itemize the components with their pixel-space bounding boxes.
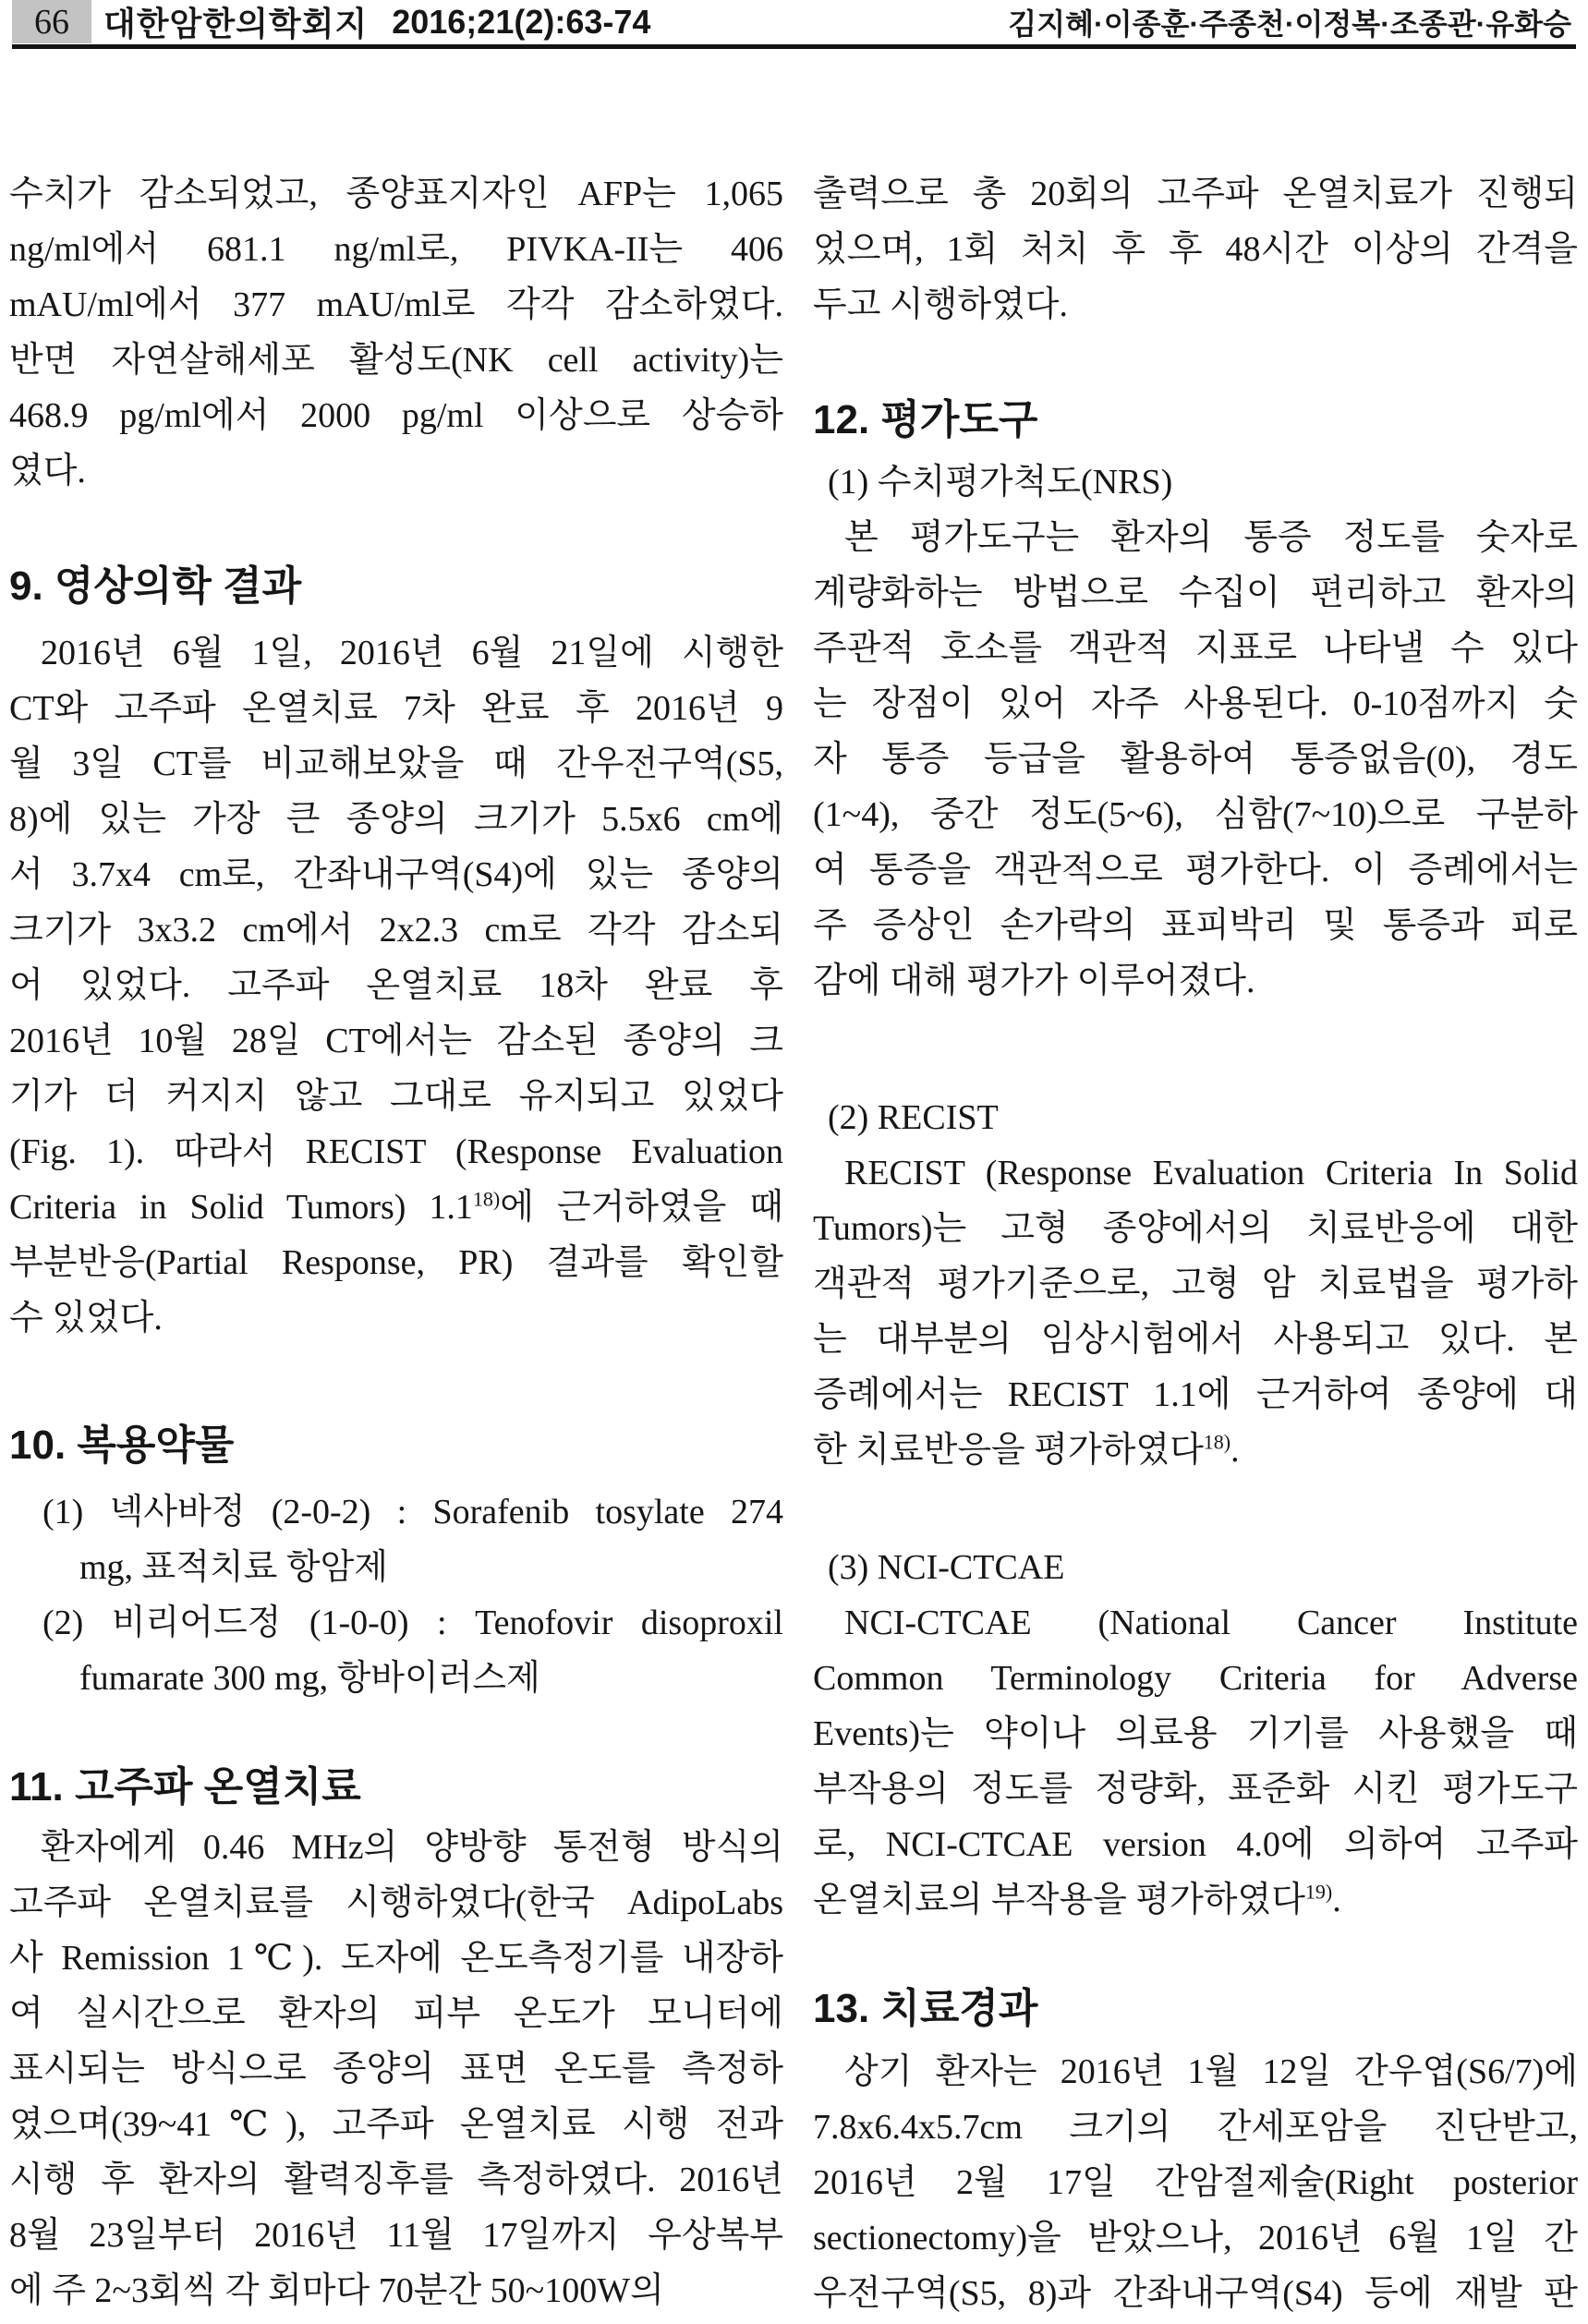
paragraph-line: 2016년 10월 28일 CT에서는 감소된 종양의 크: [9, 1022, 783, 1060]
superscript-ref: 19): [1304, 1880, 1333, 1904]
list-item: mg, 표적치료 항암제: [79, 1548, 389, 1587]
paragraph-line: 수치가 감소되었고, 종양표지자인 AFP는 1,065: [9, 175, 783, 213]
paragraph-line: (1~4), 중간 정도(5~6), 심함(7~10)으로 구분하: [813, 795, 1578, 834]
line-text: 에 근거하였을 때: [500, 1188, 783, 1227]
superscript-ref: 18): [472, 1187, 501, 1211]
left-column: [9, 166, 783, 2318]
paragraph-line: NCI-CTCAE (National Cancer Institute: [844, 1604, 1578, 1642]
paragraph-line: 468.9 pg/ml에서 2000 pg/ml 이상으로 상승하: [9, 396, 783, 435]
line-text: 한 치료반응을 평가하였다: [813, 1431, 1204, 1470]
paragraph-line: 는 대부분의 임상시험에서 사용되고 있다. 본: [813, 1320, 1578, 1359]
paragraph-line: 2016년 6월 1일, 2016년 6월 21일에 시행한: [41, 634, 783, 672]
paragraph-line: 서 3.7x4 cm로, 간좌내구역(S4)에 있는 종양의: [9, 855, 783, 894]
journal-name: 대한암한의학회지: [103, 5, 369, 42]
paragraph-line: [9, 1180, 783, 1235]
paragraph-line: 크기가 3x3.2 cm에서 2x2.3 cm로 각각 감소되: [9, 911, 783, 950]
page-number: 66: [34, 2, 69, 42]
paragraph-line: 증례에서는 RECIST 1.1에 근거하여 종양에 대: [813, 1375, 1578, 1414]
paragraph-line: 주관적 호소를 객관적 지표로 나타낼 수 있다: [813, 629, 1578, 668]
paragraph-line: 여 통증을 객관적으로 평가한다. 이 증례에서는: [813, 851, 1578, 890]
section-12-heading: 12. 평가도구: [813, 397, 1038, 442]
journal-title: [103, 0, 650, 43]
paragraph-line: Events)는 약이나 의료용 기기를 사용했을 때: [813, 1714, 1578, 1753]
subsection-title: (3) NCI-CTCAE: [828, 1548, 1065, 1587]
paragraph-line: 주 증상인 손가락의 표피박리 및 통증과 피로: [813, 906, 1578, 945]
section-11-heading: 11. 고주파 온열치료: [9, 1764, 361, 1810]
line-text: Criteria in Solid Tumors) 1.1: [9, 1188, 473, 1227]
paragraph-line: sectionectomy)을 받았으나, 2016년 6월 1일 간: [813, 2219, 1578, 2257]
section-9-heading: 9. 영상의학 결과: [9, 563, 302, 609]
paragraph-line: 계량화하는 방법으로 수집이 편리하고 환자의: [813, 574, 1578, 612]
paragraph-line: 본 평가도구는 환자의 통증 정도를 숫자로: [844, 518, 1578, 557]
paragraph-line: 표시되는 방식으로 종양의 표면 온도를 측정하: [9, 2050, 783, 2088]
paragraph-line: 였으며(39~41℃), 고주파 온열치료 시행 전과: [9, 2105, 783, 2144]
paragraph-line: 수 있었다.: [9, 1299, 163, 1338]
paragraph-line: CT와 고주파 온열치료 7차 완료 후 2016년 9: [9, 689, 783, 728]
subsection-title: (1) 수치평가척도(NRS): [828, 463, 1173, 502]
authors: 김지혜·이종훈·주종천·이정복·조종관·유화승: [1008, 6, 1571, 41]
paragraph-line: 상기 환자는 2016년 1월 12일 간우엽(S6/7)에: [844, 2052, 1578, 2091]
paragraph-line: 감에 대해 평가가 이루어졌다.: [813, 962, 1255, 1000]
paragraph-line: 반면 자연살해세포 활성도(NK cell activity)는: [9, 341, 783, 380]
paragraph-line: 두고 시행하였다.: [813, 285, 1068, 324]
paragraph-line: 고주파 온열치료를 시행하였다(한국 AdipoLabs: [9, 1883, 783, 1922]
paragraph-line: 8월 23일부터 2016년 11월 17일까지 우상복부: [9, 2216, 783, 2255]
right-column: [813, 166, 1578, 2321]
paragraph-line: ng/ml에서 681.1 ng/ml로, PIVKA-II는 406: [9, 230, 783, 269]
journal-issue: 2016;21(2):63-74: [392, 2, 651, 41]
paragraph-line: 부분반응(Partial Response, PR) 결과를 확인할: [9, 1243, 783, 1282]
paragraph-line: 에 주 2~3회씩 각 회마다 70분간 50~100W의: [9, 2271, 664, 2310]
paragraph-line: 로, NCI-CTCAE version 4.0에 의하여 고주파: [813, 1825, 1578, 1864]
paragraph-line: 여 실시간으로 환자의 피부 온도가 모니터에: [9, 1994, 783, 2033]
paragraph-line: (Fig. 1). 따라서 RECIST (Response Evaluation: [9, 1132, 783, 1171]
paragraph-line: 자 통증 등급을 활용하여 통증없음(0), 경도: [813, 740, 1578, 779]
paragraph-line: 였다.: [9, 452, 86, 490]
paragraph-line: 시행 후 환자의 활력징후를 측정하였다. 2016년: [9, 2161, 783, 2199]
paragraph-line: Tumors)는 고형 종양에서의 치료반응에 대한: [813, 1209, 1578, 1248]
header-rule: [12, 44, 1576, 49]
paragraph-line: 7.8x6.4x5.7cm 크기의 간세포암을 진단받고,: [813, 2108, 1578, 2147]
paragraph-line: 환자에게 0.46 MHz의 양방향 통전형 방식의: [41, 1828, 783, 1867]
paragraph-line: 었으며, 1회 처치 후 후 48시간 이상의 간격을: [813, 230, 1578, 269]
paragraph-line: 부작용의 정도를 정량화, 표준화 시킨 평가도구: [813, 1770, 1578, 1809]
paragraph-line: 어 있었다. 고주파 온열치료 18차 완료 후: [9, 966, 783, 1005]
section-13-heading: 13. 치료경과: [813, 1986, 1038, 2031]
paragraph-line: Common Terminology Criteria for Adverse: [813, 1659, 1578, 1698]
paragraph-line: [813, 1422, 1578, 1478]
paragraph-line: 출력으로 총 20회의 고주파 온열치료가 진행되: [813, 175, 1578, 213]
paragraph-line: 8)에 있는 가장 큰 종양의 크기가 5.5x6 cm에: [9, 800, 783, 839]
paragraph-line: 기가 더 커지지 않고 그대로 유지되고 있었다: [9, 1077, 783, 1116]
line-text: .: [1230, 1431, 1240, 1470]
subsection-title: (2) RECIST: [828, 1098, 999, 1137]
paragraph-line: 객관적 평가기준으로, 고형 암 치료법을 평가하: [813, 1265, 1578, 1303]
paragraph-line: mAU/ml에서 377 mAU/ml로 각각 감소하였다.: [9, 285, 783, 324]
line-text: .: [1332, 1881, 1341, 1919]
paragraph-line: [813, 1872, 1578, 1928]
paragraph-line: RECIST (Response Evaluation Criteria In Solid: [844, 1154, 1578, 1192]
paragraph-line: 는 장점이 있어 자주 사용된다. 0-10점까지 숫: [813, 684, 1578, 723]
paragraph-line: 2016년 2월 17일 간암절제술(Right posterior: [813, 2163, 1578, 2202]
page-number-box: [12, 0, 91, 43]
paragraph-line: 우전구역(S5, 8)과 간좌내구역(S4) 등에 재발 판: [813, 2274, 1578, 2313]
paragraph-line: 월 3일 CT를 비교해보았을 때 간우전구역(S5,: [9, 744, 783, 783]
superscript-ref: 18): [1203, 1430, 1231, 1454]
paragraph-line: 사 Remission 1℃). 도자에 온도측정기를 내장하: [9, 1939, 783, 1978]
list-item: (1) 넥사바정 (2-0-2) : Sorafenib tosylate 274: [42, 1493, 783, 1531]
list-item: fumarate 300 mg, 항바이러스제: [79, 1659, 540, 1698]
line-text: 온열치료의 부작용을 평가하였다: [813, 1881, 1305, 1919]
section-10-heading: 10. 복용약물: [9, 1422, 235, 1468]
list-item: (2) 비리어드정 (1-0-0) : Tenofovir disoproxil: [42, 1604, 783, 1642]
